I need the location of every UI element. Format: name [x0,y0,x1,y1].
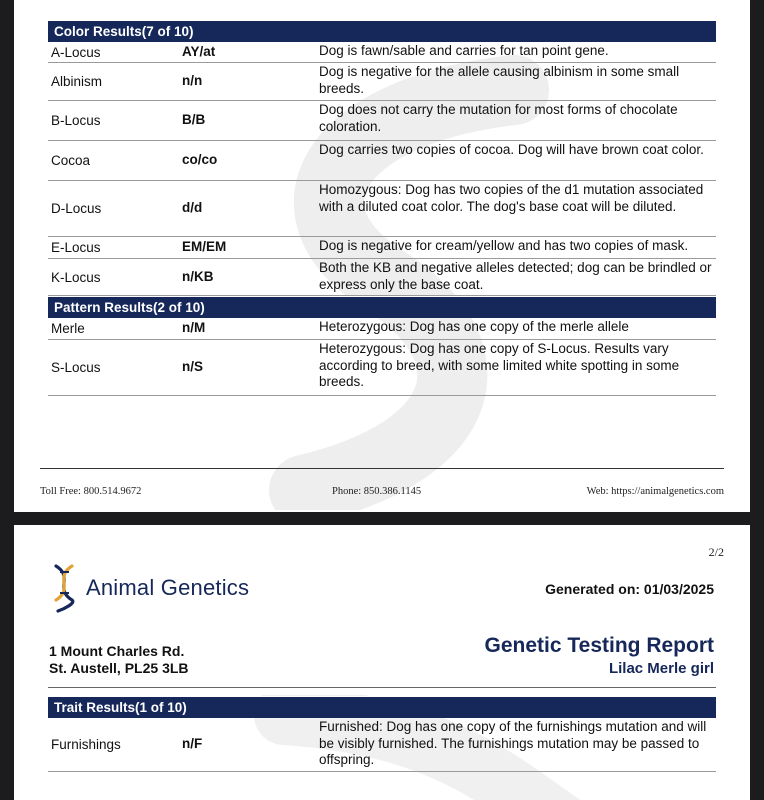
result-description: Heterozygous: Dog has one copy of the merle allele [319,319,629,334]
genotype-result: EM/EM [182,239,227,255]
genotype-result: n/F [182,736,203,752]
table-row [48,318,716,340]
locus-name: S-Locus [51,360,101,376]
table-row [48,237,716,259]
page-number: 2/2 [708,545,724,559]
locus-name: Cocoa [51,153,91,169]
locus-name: D-Locus [51,201,102,217]
result-description: Dog does not carry the mutation for most forms of chocolate coloration. [319,102,678,134]
color-pattern-results-table [48,20,716,396]
report-page-1 [14,0,750,512]
locus-name: Furnishings [51,737,121,753]
dna-helix-icon [52,563,76,613]
address-line-1: 1 Mount Charles Rd. [49,643,185,659]
company-logo [52,563,249,613]
address-line-2: St. Austell, PL25 3LB [49,660,189,676]
result-description: Dog is negative for cream/yellow and has two copies of mask. [319,238,689,253]
locus-name: Merle [51,321,85,337]
genotype-result: n/S [182,359,204,375]
generated-date: Generated on: 01/03/2025 [545,581,714,597]
locus-name: A-Locus [51,44,101,60]
locus-name: B-Locus [51,113,101,129]
result-description: Dog is fawn/sable and carries for tan point gene. [319,43,609,58]
report-title-block [485,634,714,677]
table-row [48,340,716,396]
result-description: Furnished: Dog has one copy of the furnishings mutation and will be visibly furnished. The furnishings mutation may be passed to offspring. [319,719,707,767]
genotype-result: co/co [182,152,218,168]
trait-results-table [48,696,716,772]
footer-phone: Phone: 850.386.1145 [332,486,422,497]
report-title: Genetic Testing Report [484,634,714,657]
table-row [48,101,716,141]
title-divider [48,687,716,688]
section-header: Color Results(7 of 10) [48,20,716,42]
table-row [48,181,716,237]
result-description: Dog carries two copies of cocoa. Dog will have brown coat color. [319,142,704,157]
footer-divider [40,468,724,469]
result-description: Heterozygous: Dog has one copy of S-Locus. Results vary according to breed, with some limited white spotting in some breeds. [319,341,680,389]
genotype-result: B/B [182,112,206,128]
locus-name: K-Locus [51,269,101,285]
table-row [48,42,716,63]
result-description: Homozygous: Dog has two copies of the d1 mutation associated with a diluted coat color. The dog's base coat will be diluted. [319,182,704,214]
genotype-result: d/d [182,200,203,216]
report-page-2 [14,525,750,800]
table-row [48,718,716,772]
result-description: Dog is negative for the allele causing albinism in some small breeds. [319,64,680,96]
section-header: Trait Results(1 of 10) [48,696,716,718]
locus-name: Albinism [51,74,103,90]
result-description: Both the KB and negative alleles detected; dog can be brindled or express only the base coat. [319,260,712,292]
genotype-result: AY/at [182,43,216,59]
lab-address [49,643,189,677]
genotype-result: n/M [182,320,206,336]
genotype-result: n/n [182,73,203,89]
footer-website[interactable]: Web: https://animalgenetics.com [586,486,724,497]
table-row [48,141,716,181]
locus-name: E-Locus [51,240,101,256]
genotype-result: n/KB [182,268,214,284]
section-header: Pattern Results(2 of 10) [48,296,716,318]
footer-toll-free: Toll Free: 800.514.9672 [40,486,142,497]
dog-name: Lilac Merle girl [608,660,714,677]
table-row [48,63,716,101]
table-row [48,259,716,296]
logo-text: Animal Genetics [86,575,250,600]
